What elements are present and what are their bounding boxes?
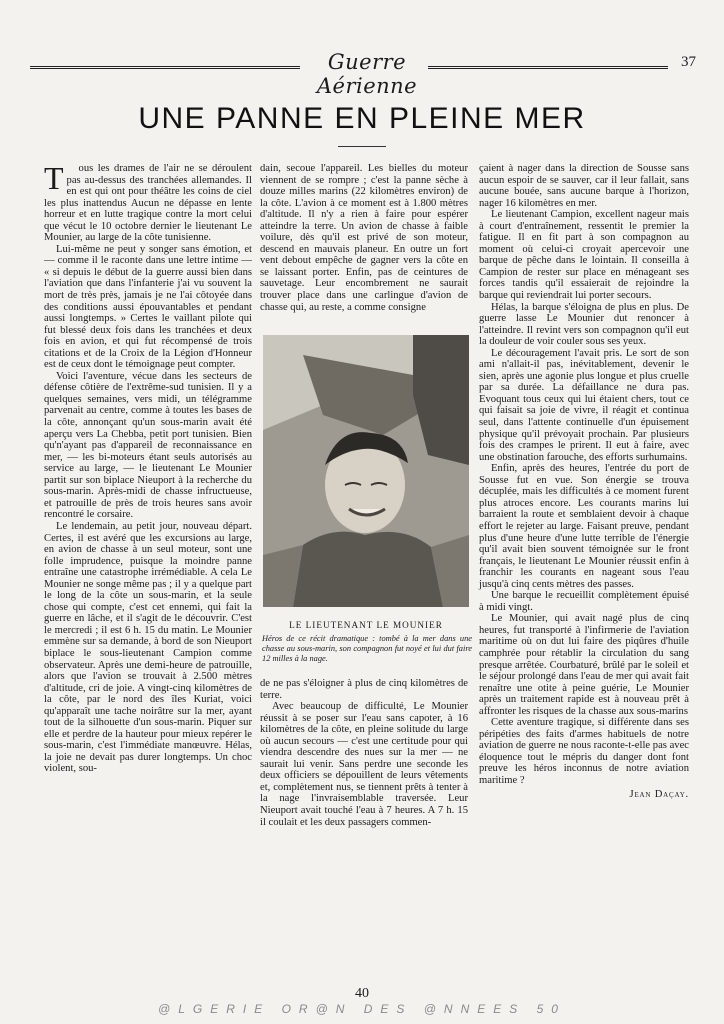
header-rule-left <box>30 66 300 69</box>
paragraph-text: ous les drames de l'air ne se déroulent pas au-dessus des tranchées allemandes. Il en est qui ont pour théâtre les coins de ciel les plus inattendus Aucun ne dépasse en lente horreur et en lutte tragique contre la mort celui que vécut le 10 octobre dernier le lieutenant Le Mounier, au large de la côte tunisienne. <box>44 163 252 244</box>
paragraph: Le Mounier, qui avait nagé plus de cinq heures, fut transporté à l'infirmerie de l'aviation maritime où on dut lui faire des piqûres d'huile camphrée pour rétablir la circulation du sang presque arrêtée. Courbaturé, brûlé par le soleil et le séjour prolongé dans l'eau de mer qui avait fait renaître une otite à peine guérie, Le Mounier après un traitement rapide est à nouveau prêt à affronter les risques de la chasse aux sous-marins <box>479 613 689 717</box>
paragraph: dain, secoue l'appareil. Les bielles du moteur viennent de se rompre ; c'est la panne sèche à douze milles marins (22 kilomètres environ) de la côte. L'avion à ce moment est à 1.800 mètres d'altitude. Il n'y a rien à faire pour espérer atteindre la terre. Un avion de chasse à faible voilure, dès qu'il est privé de son moteur, descend en mauvais planeur. En outre un fort vent debout empêche de gagner vers la côte en se laissant porter. Enfin, pas de ceintures de sauvetage. Leur encombrement ne saurait trouver place dans une carlingue d'avion de chasse qui, au reste, a comme consigne <box>260 163 468 313</box>
photo-caption: Héros de ce récit dramatique : tombé à la mer dans une chasse au sous-marin, son compagnon fut noyé et lui dut faire 12 milles à la nage. <box>262 634 472 663</box>
paragraph: Avec beaucoup de difficulté, Le Mounier réussit à se poser sur l'eau sans capoter, à 16 kilomètres de la côte, en pleine solitude du large où aucun secours — c'est une certitude pour qui viendra descendre des nues sur la mer — ne saurait lui venir. Sans perdre une seconde les deux officiers se dépouillent de leurs vêtements et, complètement nus, se tiennent prêts à tenter à la nage l'invraisemblable traversée. Leur Nieuport avait touché l'eau à 7 heures. A 7 h. 15 il coulait et les deux passagers commen- <box>260 701 468 828</box>
paragraph: de ne pas s'éloigner à plus de cinq kilomètres de terre. <box>260 678 468 701</box>
title-divider <box>338 146 386 147</box>
article-column-2-top <box>260 163 468 313</box>
paragraph: Hélas, la barque s'éloigna de plus en plus. De guerre lasse Le Mounier dut renoncer à l'atteindre. Il revint vers son compagnon qu'il eut la douleur de voir couler sous ses yeux. <box>479 301 689 348</box>
header-rule-right <box>428 66 668 69</box>
source-watermark: @LGERIE OR@N DES @NNEES 50 <box>158 1002 566 1016</box>
paragraph: Le découragement l'avait pris. Le sort de son ami n'allait-il pas, inévitablement, devenir le sien, après une agonie plus longue et plus cruelle par sa durée. La défaillance ne dura pas. Evoquant tous ceux qui lui étaient chers, tout ce qui faisait sa joie de vivre, il réagit et continua seul, dans l'attente continuelle d'un épuisement physique qu'il prévoyait prochain. Par plusieurs fois des crampes le prirent. Il eut à faire, avec une obstination farouche, des efforts surhumains. <box>479 347 689 463</box>
portrait-photo <box>263 335 469 607</box>
drop-cap: T <box>44 160 64 196</box>
paragraph: Voici l'aventure, vécue dans les secteurs de défense côtière de l'extrême-sud tunisien. Il y a quelques semaines, vers midi, un télégramme parvenait au centre, comme à toutes les bases de la côte, annonçant qu'un sous-marin avait été aperçu vers La Chebba, petit port tunisien. Bien qu'n'ayant pas d'appareil de reconnaissance en mer, — les bi-moteurs étant seuls autorisés au service au large, — le lieutenant Le Mounier partit sur son biplace Nieuport à la recherche du sous-marin. Après-midi de chasse infructueuse, et patrouille de près de trois heures sans avoir rencontré le corsaire. <box>44 370 252 521</box>
paragraph: Lui-même ne peut y songer sans émotion, et — comme il le raconte dans une lettre intime — « si depuis le début de la guerre aussi bien dans l'aviation que dans l'infanterie j'ai vu souvent la mort de très près, jamais je ne l'ai côtoyée dans des conditions aussi épouvantables et pendant aussi longtemps. » Certes le vaillant pilote qui fut blessé deux fois dans les tranchées et deux fois en avion, et qui fut récompensé de trois citations et de la Croix de la Légion d'Honneur est de ceux dont le témoignage peut compter. <box>44 243 252 371</box>
footer-page-number: 40 <box>355 986 369 1001</box>
paragraph: Le lendemain, au petit jour, nouveau départ. Certes, il est avéré que les excursions au large, en avion de chasse à un seul moteur, sont une folle imprudence, puisque la moindre panne entraîne une catastrophe irrémédiable. A cela Le Mounier ne songe même pas ; il y a quelque part le long de la côte un sous-marin, et la seule chose qui compte, c'est cet ennemi, qui fait la guerre en lâche, et il s'agit de le découvrir. C'est le mercredi ; il est 6 h. 15 du matin. Le Mounier emmène sur sa demande, à bord de son Nieuport biplace le sous-lieutenant Campion comme observateur. Après une demi-heure de patrouille, alors que l'avion se trouvait à 2.500 mètres d'altitude, cri de joie. A vingt-cinq kilomètres de la côte, par le nord des îles Kuriat, voici qu'apparaît une tache noirâtre sur la mer, ayant tout de la silhouette d'un sous-marin. Piquer sur elle et perdre de la hauteur pour mieux repérer le sous-marin, c'est l'immédiate manœuvre. Hélas, la joie ne devait pas durer longtemps. Un choc violent, sou- <box>44 520 252 775</box>
masthead-logo: Guerre Aérienne <box>316 50 418 98</box>
paragraph: Cette aventure tragique, si différente dans ses péripéties des faits d'armes habituels de notre aviation de guerre ne nous raconte-t-elle pas avec éloquence tout le mépris du danger dont font preuve les héros inconnus de notre aviation maritime ? <box>479 717 689 786</box>
pilot-portrait-image <box>263 335 469 607</box>
paragraph: Le lieutenant Campion, excellent nageur mais à court d'entraînement, ressentit le premier la fatigue. Il en fit part à son compagnon au moment où celui-ci croyait apercevoir une barque de pêche dans le lointain. Il conseilla à Campion de rester sur place en ménageant ses forces tandis qu'il essaierait de rejoindre la barque qui reviendrait lui porter secours. <box>479 209 689 302</box>
header-page-number: 37 <box>681 54 696 70</box>
article-column-1 <box>44 160 252 775</box>
page-header <box>30 44 696 98</box>
paragraph <box>44 160 252 244</box>
article-column-2-bottom <box>260 678 468 828</box>
paragraph: Enfin, après des heures, l'entrée du port de Sousse fut en vue. Son énergie se trouva décuplée, mais les difficultés à ce moment furent plus atroces encore. Les courants marins lui barraient la route et semblaient devoir à chaque effort le rejeter au large. Faisant preuve, pendant plus d'une heure d'une lutte terrible de l'énergie qu'il avait bien souvent témoignée sur le front français, le lieutenant Le Mounier réussit enfin à franchir les courants en nageant sous l'eau jusqu'à cinq cents mètres des passes. <box>479 463 689 590</box>
author-signature: Jean Daçay. <box>629 788 689 800</box>
article-column-3 <box>479 163 689 800</box>
paragraph: çaient à nager dans la direction de Sousse sans aucun espoir de se sauver, car il leur fallait, sans aucune bouée, sans aucune barque à l'horizon, nager 16 kilomètres en mer. <box>479 163 689 209</box>
article-title: UNE PANNE EN PLEINE MER <box>138 102 586 135</box>
photo-caption-title: LE LIEUTENANT LE MOUNIER <box>289 620 443 630</box>
paragraph: Une barque le recueillit complètement épuisé à midi vingt. <box>479 590 689 613</box>
